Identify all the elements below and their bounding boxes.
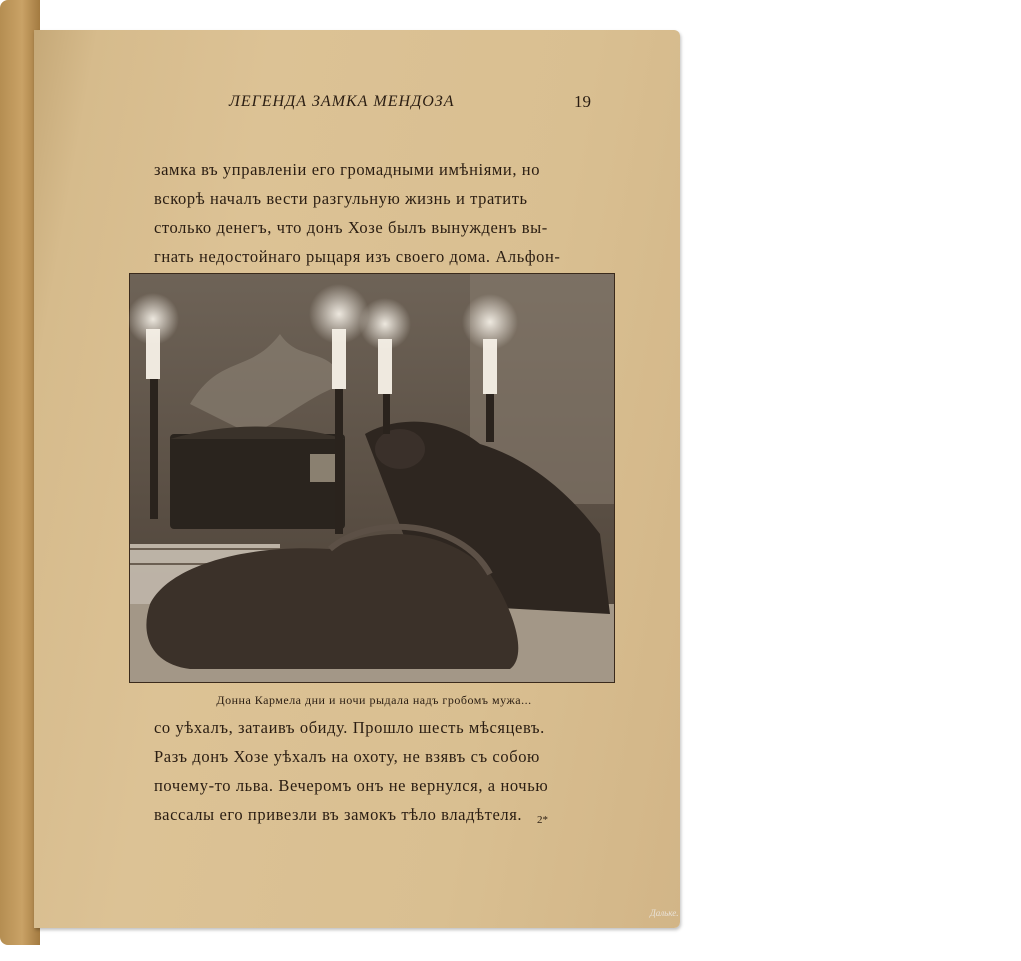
paragraph-bottom bbox=[154, 713, 614, 829]
text-line: столько денегъ, что донъ Хозе былъ вынужденъ вы- bbox=[154, 218, 548, 237]
text-line: замка въ управленіи его громадными имѣніями, но bbox=[154, 160, 541, 179]
text-line: почему-то льва. Вечеромъ онъ не вернулся, а ночью bbox=[154, 776, 549, 795]
engraving-drawing bbox=[130, 274, 614, 682]
page-number: 19 bbox=[574, 92, 591, 111]
text-line: со уѣхалъ, затаивъ обиду. Прошло шесть мѣсяцевъ. bbox=[154, 718, 545, 737]
paragraph-top bbox=[154, 155, 614, 271]
book-page bbox=[34, 30, 680, 928]
running-title: ЛЕГЕНДА ЗАМКА МЕНДОЗА bbox=[229, 93, 455, 110]
text-line: гнать недостойнаго рыцаря изъ своего дома. Альфон- bbox=[154, 247, 561, 266]
text-line: вассалы его привезли въ замокъ тѣло владѣтеля. bbox=[154, 805, 523, 824]
text-line: вскорѣ началъ вести разгульную жизнь и тратить bbox=[154, 189, 528, 208]
text-line: Разъ донъ Хозе уѣхалъ на охоту, не взявъ съ собою bbox=[154, 747, 540, 766]
illustration-caption: Донна Кармела дни и ночи рыдала надъ гробомъ мужа... bbox=[216, 693, 532, 707]
signature-mark: 2* bbox=[537, 814, 548, 826]
artist-signature: Дальке. bbox=[650, 908, 679, 918]
